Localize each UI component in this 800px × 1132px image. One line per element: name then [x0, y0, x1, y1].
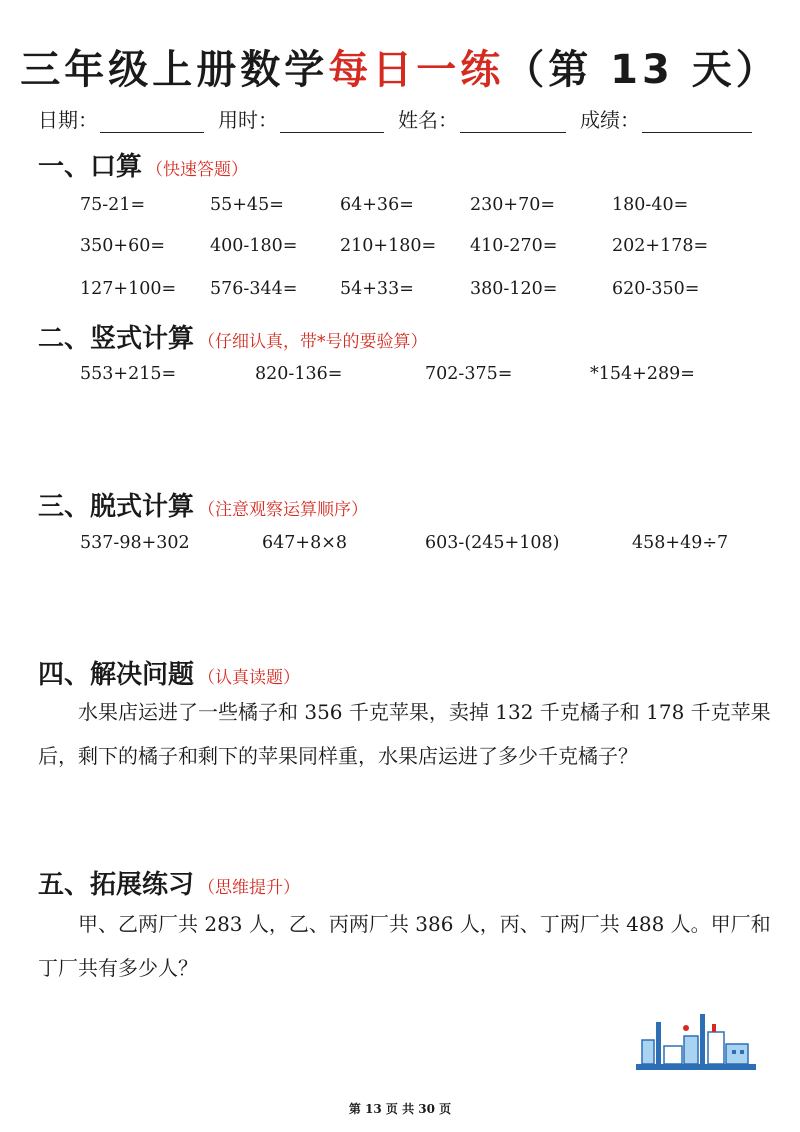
date-label: 日期： — [38, 108, 98, 132]
section-note: （快速答题） — [146, 160, 249, 180]
stepwise-item: 458+49÷7 — [632, 533, 729, 553]
section-extension-heading — [38, 864, 300, 901]
oral-item: 230+70= — [470, 195, 555, 215]
section-problem-heading — [38, 654, 300, 691]
name-label: 姓名： — [398, 108, 458, 132]
page-footer: 第 13 页 共 30 页 — [348, 1102, 452, 1116]
vertical-item: *154+289= — [590, 364, 695, 384]
section-note: （注意观察运算顺序） — [198, 500, 369, 520]
stepwise-item: 603-(245+108) — [425, 533, 560, 553]
title-day: （第 13 天） — [504, 47, 780, 93]
score-blank[interactable] — [642, 112, 752, 133]
score-field[interactable] — [580, 104, 752, 133]
name-field[interactable] — [398, 104, 580, 133]
score-label: 成绩： — [580, 108, 640, 132]
stepwise-item: 537-98+302 — [80, 533, 190, 553]
section-vertical-heading — [38, 318, 428, 355]
word-problem-5: 甲、乙两厂共 283 人，乙、丙两厂共 386 人，丙、丁两厂共 488 人。甲厂和丁厂共有多少人？ — [38, 912, 771, 980]
oral-item: 400-180= — [210, 236, 298, 256]
vertical-item: 553+215= — [80, 364, 177, 384]
oral-item: 127+100= — [80, 279, 177, 299]
oral-item: 55+45= — [210, 195, 284, 215]
section-oral-heading — [38, 146, 248, 183]
section-title: 五、拓展练习 — [38, 870, 195, 900]
oral-item: 620-350= — [612, 279, 700, 299]
time-blank[interactable] — [280, 112, 384, 133]
section-title: 三、脱式计算 — [38, 492, 195, 522]
factory-illustration-icon — [636, 1006, 756, 1076]
section-note: （认真读题） — [198, 668, 301, 688]
word-problem-4: 水果店运进了一些橘子和 356 千克苹果，卖掉 132 千克橘子和 178 千克苹果后，剩下的橘子和剩下的苹果同样重，水果店运进了多少千克橘子？ — [38, 700, 771, 768]
section-title: 四、解决问题 — [38, 660, 195, 690]
oral-item: 210+180= — [340, 236, 437, 256]
section-stepwise-heading — [38, 486, 368, 523]
oral-item: 380-120= — [470, 279, 558, 299]
oral-item: 410-270= — [470, 236, 558, 256]
oral-item: 75-21= — [80, 195, 146, 215]
date-field[interactable] — [38, 104, 218, 133]
title-main: 三年级上册数学 — [20, 47, 329, 93]
oral-item: 180-40= — [612, 195, 689, 215]
section-title: 一、口算 — [38, 152, 143, 182]
name-blank[interactable] — [460, 112, 566, 133]
section-note: （仔细认真，带*号的要验算） — [198, 332, 428, 352]
vertical-item: 702-375= — [425, 364, 513, 384]
info-row — [38, 104, 768, 133]
oral-item: 576-344= — [210, 279, 298, 299]
date-blank[interactable] — [100, 112, 204, 133]
oral-item: 350+60= — [80, 236, 165, 256]
time-label: 用时： — [218, 108, 278, 132]
time-field[interactable] — [218, 104, 398, 133]
section-title: 二、竖式计算 — [38, 324, 195, 354]
oral-item: 202+178= — [612, 236, 709, 256]
title-highlight: 每日一练 — [328, 47, 505, 93]
oral-item: 64+36= — [340, 195, 414, 215]
page-title — [0, 38, 800, 95]
section-note: （思维提升） — [198, 878, 301, 898]
vertical-item: 820-136= — [255, 364, 343, 384]
stepwise-item: 647+8×8 — [262, 533, 347, 553]
oral-item: 54+33= — [340, 279, 414, 299]
